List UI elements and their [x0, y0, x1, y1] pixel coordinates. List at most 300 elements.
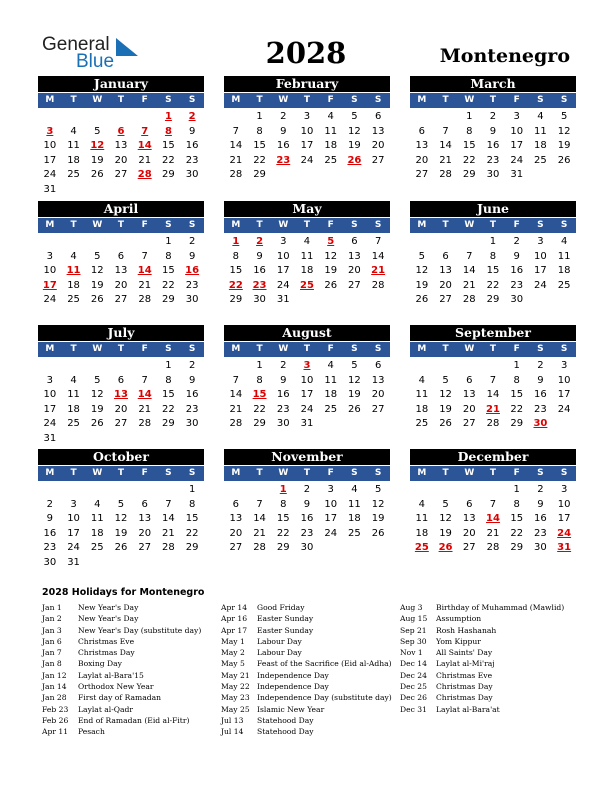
day: 29 — [162, 169, 175, 180]
day: 24 — [557, 403, 571, 415]
holiday-name: Laylat al-Bara'at — [436, 704, 500, 714]
holiday-row — [400, 625, 564, 636]
day-grid — [38, 235, 204, 308]
day: 1 — [165, 360, 172, 371]
holiday-day: 25 — [300, 279, 314, 291]
day: 7 — [442, 125, 449, 137]
day: 18 — [67, 279, 80, 291]
day: 12 — [371, 498, 385, 510]
holiday-day: 2 — [188, 111, 196, 122]
holiday-day: 22 — [228, 279, 243, 291]
day: 20 — [371, 389, 385, 400]
day: 9 — [537, 498, 544, 510]
day: 29 — [162, 418, 175, 429]
day: 5 — [94, 125, 101, 137]
holiday-date: Apr 17 — [221, 625, 248, 635]
weekday-label: M — [45, 95, 55, 105]
holiday-day: 28 — [137, 169, 152, 180]
day: 1 — [188, 484, 196, 495]
weekday-header — [38, 342, 204, 357]
weekday-label: S — [374, 344, 382, 354]
holiday-row — [42, 670, 201, 681]
day: 19 — [114, 527, 128, 539]
day: 18 — [324, 389, 338, 400]
empty-cell — [109, 359, 133, 374]
holiday-name: Feast of the Sacrifice (Eid al-Adha) — [257, 659, 392, 669]
day: 8 — [280, 498, 287, 510]
weekday-label: W — [464, 220, 475, 230]
day: 20 — [415, 154, 429, 166]
holiday-day: 5 — [327, 236, 335, 247]
day: 30 — [276, 418, 290, 429]
empty-cell — [85, 110, 109, 125]
day-grid — [410, 359, 576, 432]
day: 25 — [90, 542, 104, 553]
day: 15 — [253, 140, 266, 151]
weekday-label: W — [92, 95, 103, 105]
weekday-label: S — [188, 344, 196, 354]
day: 28 — [162, 542, 175, 553]
day: 13 — [348, 250, 361, 262]
weekday-header — [410, 218, 576, 233]
day: 9 — [513, 250, 520, 262]
weekday-label: S — [351, 220, 358, 230]
day: 8 — [489, 250, 497, 262]
day: 30 — [43, 556, 57, 568]
holiday-date: Jan 12 — [42, 670, 67, 680]
day: 31 — [43, 183, 57, 195]
day: 14 — [253, 513, 266, 524]
day: 24 — [324, 527, 338, 539]
day: 26 — [557, 154, 571, 166]
weekday-label: T — [70, 95, 77, 105]
day: 13 — [462, 513, 476, 524]
day: 23 — [300, 527, 314, 539]
month-title: March — [410, 76, 576, 92]
day: 15 — [486, 265, 500, 276]
empty-cell — [38, 110, 62, 125]
day: 3 — [70, 498, 77, 510]
day: 15 — [276, 513, 290, 524]
day: 24 — [510, 154, 524, 166]
holiday-name: Christmas Day — [78, 648, 135, 658]
weekday-label: W — [92, 220, 103, 230]
weekday-header — [410, 93, 576, 108]
day: 29 — [486, 294, 500, 305]
day: 6 — [232, 498, 240, 510]
day: 22 — [486, 279, 500, 291]
holiday-name: Yom Kippur — [436, 636, 481, 646]
weekday-label: S — [351, 468, 358, 478]
weekday-label: T — [117, 220, 125, 230]
day: 7 — [232, 125, 240, 137]
day: 6 — [442, 250, 449, 262]
empty-cell — [457, 235, 481, 250]
day: 19 — [348, 389, 361, 400]
empty-cell — [109, 235, 133, 250]
holiday-day: 30 — [533, 418, 548, 429]
holiday-name: Laylat al-Mi'raj — [436, 659, 495, 669]
holiday-date: Feb 26 — [42, 715, 69, 725]
month-december — [410, 449, 576, 556]
day: 25 — [324, 154, 338, 166]
weekday-label: F — [141, 95, 148, 105]
day: 11 — [348, 498, 361, 510]
holiday-row — [221, 625, 392, 636]
holiday-date: Dec 24 — [400, 670, 427, 680]
day: 7 — [374, 236, 382, 247]
holiday-date: Apr 16 — [221, 614, 248, 624]
weekday-header — [224, 93, 390, 108]
day: 13 — [138, 513, 152, 524]
day: 29 — [253, 418, 266, 429]
day: 21 — [439, 154, 452, 166]
weekday-label: M — [45, 220, 55, 230]
day: 10 — [300, 374, 314, 386]
day: 29 — [253, 169, 266, 180]
weekday-label: S — [537, 344, 544, 354]
day: 8 — [188, 498, 196, 510]
day: 18 — [415, 403, 429, 415]
weekday-label: T — [489, 95, 497, 105]
empty-cell — [410, 235, 434, 250]
holiday-row — [42, 613, 201, 624]
month-june — [410, 201, 576, 308]
holiday-name: Labour Day — [257, 648, 302, 658]
day: 18 — [557, 265, 571, 276]
day: 13 — [371, 374, 385, 386]
day: 22 — [462, 154, 476, 166]
holiday-name: First day of Ramadan — [78, 693, 162, 703]
day: 2 — [280, 360, 287, 371]
day: 15 — [162, 265, 175, 276]
empty-cell — [38, 483, 62, 498]
day: 25 — [557, 279, 571, 291]
holiday-date: Apr 14 — [221, 603, 248, 612]
day: 31 — [510, 169, 524, 180]
day: 17 — [300, 140, 314, 151]
day: 26 — [348, 403, 361, 415]
day: 30 — [185, 294, 199, 305]
weekday-label: T — [489, 220, 497, 230]
day: 31 — [276, 294, 290, 305]
holiday-date: Jan 8 — [42, 659, 62, 669]
empty-cell — [481, 359, 505, 374]
weekday-label: T — [303, 344, 311, 354]
day: 23 — [534, 527, 547, 539]
day: 1 — [513, 360, 520, 371]
holiday-name: Laylat al-Qadr — [78, 704, 134, 714]
day: 19 — [415, 279, 429, 291]
holiday-name: Laylat al-Bara'15 — [78, 670, 144, 680]
day: 23 — [534, 403, 547, 415]
day: 26 — [114, 542, 128, 553]
day: 9 — [188, 374, 196, 386]
day: 30 — [300, 542, 314, 553]
day: 2 — [513, 236, 520, 247]
month-title: May — [224, 201, 390, 217]
holiday-row — [42, 726, 201, 737]
day: 28 — [439, 169, 452, 180]
day: 19 — [90, 154, 104, 166]
holiday-day: 14 — [137, 389, 152, 400]
day: 30 — [185, 169, 199, 180]
empty-cell — [434, 110, 458, 125]
weekday-label: M — [231, 468, 241, 478]
weekday-label: T — [303, 220, 311, 230]
month-september — [410, 325, 576, 432]
day: 21 — [138, 279, 152, 291]
weekday-label: S — [351, 344, 358, 354]
holiday-row — [42, 715, 201, 726]
day: 12 — [348, 374, 361, 386]
weekday-label: M — [417, 344, 427, 354]
holiday-date: Aug 3 — [400, 603, 423, 612]
holiday-name: Statehood Day — [257, 715, 314, 725]
day: 10 — [557, 498, 571, 510]
holiday-day: 15 — [252, 389, 267, 400]
holiday-name: New Year's Day — [78, 603, 139, 612]
weekday-label: T — [70, 468, 77, 478]
day: 10 — [43, 265, 57, 276]
day: 17 — [557, 513, 571, 524]
holiday-date: Jan 7 — [42, 648, 62, 658]
day: 4 — [70, 250, 77, 262]
day: 7 — [489, 498, 497, 510]
month-title: June — [410, 201, 576, 217]
empty-cell — [434, 359, 458, 374]
day: 12 — [348, 125, 361, 137]
day: 13 — [462, 389, 476, 400]
day: 8 — [256, 374, 263, 386]
weekday-label: T — [489, 344, 497, 354]
weekday-header — [410, 466, 576, 481]
empty-cell — [85, 359, 109, 374]
day: 23 — [185, 154, 199, 166]
day: 16 — [276, 140, 290, 151]
holiday-name: Easter Sunday — [257, 614, 314, 624]
holiday-name: Islamic New Year — [257, 704, 325, 714]
day: 10 — [510, 125, 524, 137]
holiday-date: May 23 — [221, 693, 250, 703]
day: 24 — [43, 169, 57, 180]
day: 13 — [415, 140, 429, 151]
holiday-date: Jan 14 — [42, 682, 67, 692]
weekday-label: T — [442, 468, 449, 478]
day: 2 — [303, 484, 311, 495]
day: 14 — [229, 140, 243, 151]
day: 1 — [489, 236, 497, 247]
weekday-label: S — [188, 220, 196, 230]
holiday-name: Pesach — [78, 727, 105, 737]
day: 20 — [462, 527, 476, 539]
holiday-name: Labour Day — [257, 636, 302, 646]
day: 26 — [90, 418, 104, 429]
holiday-row — [400, 681, 564, 692]
holiday-row — [400, 602, 564, 613]
weekday-label: F — [513, 468, 520, 478]
day: 28 — [486, 418, 500, 429]
day: 25 — [67, 294, 80, 305]
day: 11 — [557, 250, 571, 262]
holiday-name: All Saints' Day — [436, 648, 493, 658]
weekday-label: S — [351, 95, 358, 105]
day: 17 — [510, 140, 524, 151]
day: 12 — [439, 389, 452, 400]
day: 27 — [114, 169, 128, 180]
holiday-name: New Year's Day — [78, 614, 139, 624]
day: 16 — [253, 265, 266, 276]
weekday-label: S — [560, 468, 568, 478]
day: 21 — [138, 154, 152, 166]
day: 13 — [439, 265, 452, 276]
day: 27 — [415, 169, 429, 180]
weekday-label: T — [256, 95, 263, 105]
day: 29 — [185, 542, 199, 553]
day: 20 — [229, 527, 243, 539]
day: 3 — [303, 111, 311, 122]
day: 4 — [327, 111, 334, 122]
weekday-label: S — [537, 468, 544, 478]
day: 8 — [256, 125, 263, 137]
day: 27 — [348, 279, 361, 291]
day: 21 — [229, 154, 243, 166]
weekday-label: F — [327, 468, 334, 478]
holiday-row — [42, 681, 201, 692]
month-title: December — [410, 449, 576, 465]
day: 21 — [229, 403, 243, 415]
holiday-row — [221, 704, 392, 715]
day: 4 — [94, 498, 101, 510]
holiday-date: Sep 21 — [400, 625, 427, 635]
weekday-label: T — [117, 468, 125, 478]
day: 25 — [415, 418, 429, 429]
day: 15 — [162, 140, 175, 151]
day: 2 — [537, 360, 544, 371]
day: 23 — [486, 154, 500, 166]
month-january — [38, 76, 204, 197]
day: 9 — [188, 125, 196, 137]
weekday-label: S — [188, 468, 196, 478]
holiday-day: 24 — [557, 527, 572, 539]
empty-cell — [157, 483, 181, 498]
weekday-label: W — [278, 468, 289, 478]
holiday-column — [400, 602, 564, 715]
month-july — [38, 325, 204, 446]
weekday-label: M — [417, 95, 427, 105]
holiday-date: Feb 23 — [42, 704, 69, 714]
day: 7 — [141, 250, 148, 262]
holiday-day: 25 — [414, 542, 429, 553]
holiday-date: Jan 3 — [42, 625, 62, 635]
weekday-label: S — [560, 344, 568, 354]
holiday-date: Dec 26 — [400, 693, 427, 703]
day: 20 — [462, 403, 476, 415]
holiday-day: 1 — [232, 236, 240, 247]
holiday-row — [221, 658, 392, 669]
day: 26 — [324, 279, 338, 291]
day: 16 — [534, 389, 547, 400]
day: 22 — [253, 403, 266, 415]
holiday-date: Jan 28 — [42, 693, 67, 703]
weekday-label: T — [117, 344, 125, 354]
day: 3 — [46, 374, 54, 386]
empty-cell — [62, 110, 86, 125]
day: 20 — [138, 527, 152, 539]
day: 15 — [185, 513, 199, 524]
weekday-header — [224, 218, 390, 233]
day: 16 — [486, 140, 500, 151]
holiday-date: Jan 2 — [42, 614, 62, 624]
day: 10 — [534, 250, 547, 262]
weekday-label: F — [513, 220, 520, 230]
holiday-day: 1 — [164, 111, 172, 122]
day: 3 — [537, 236, 544, 247]
holiday-row — [221, 636, 392, 647]
holiday-day: 6 — [117, 125, 125, 137]
day: 10 — [276, 250, 290, 262]
weekday-label: S — [374, 468, 382, 478]
weekday-label: M — [231, 344, 241, 354]
day: 5 — [117, 498, 125, 510]
day: 12 — [439, 513, 452, 524]
day: 24 — [300, 154, 314, 166]
day: 26 — [90, 294, 104, 305]
holiday-date: May 22 — [221, 682, 250, 692]
day: 19 — [557, 140, 571, 151]
holiday-date: Apr 11 — [42, 727, 69, 737]
holiday-row — [221, 726, 392, 737]
day: 17 — [324, 513, 338, 524]
holiday-name: Rosh Hashanah — [436, 625, 497, 635]
day-grid — [38, 110, 204, 197]
holiday-day: 13 — [114, 389, 128, 400]
day: 9 — [489, 125, 497, 137]
day: 11 — [534, 125, 547, 137]
day: 7 — [232, 374, 240, 386]
day: 18 — [324, 140, 338, 151]
day: 11 — [415, 389, 429, 400]
day: 23 — [43, 542, 57, 553]
month-august — [224, 325, 390, 432]
weekday-label: W — [278, 344, 289, 354]
day: 22 — [162, 403, 175, 415]
holiday-name: End of Ramadan (Eid al-Fitr) — [78, 715, 190, 725]
day: 14 — [371, 250, 385, 262]
day: 28 — [486, 542, 500, 553]
day: 24 — [67, 542, 80, 553]
day: 5 — [94, 374, 101, 386]
holiday-row — [221, 692, 392, 703]
empty-cell — [38, 235, 62, 250]
weekday-label: F — [327, 220, 334, 230]
day: 3 — [280, 236, 287, 247]
holiday-day: 16 — [185, 265, 200, 276]
empty-cell — [62, 235, 86, 250]
weekday-label: T — [256, 468, 263, 478]
day: 19 — [371, 513, 385, 524]
day: 9 — [188, 250, 196, 262]
day: 19 — [439, 403, 452, 415]
weekday-label: M — [231, 95, 241, 105]
month-title: November — [224, 449, 390, 465]
day: 19 — [90, 279, 104, 291]
day: 11 — [67, 389, 80, 400]
empty-cell — [62, 359, 86, 374]
day: 24 — [276, 279, 290, 291]
holiday-row — [42, 647, 201, 658]
empty-cell — [481, 483, 505, 498]
